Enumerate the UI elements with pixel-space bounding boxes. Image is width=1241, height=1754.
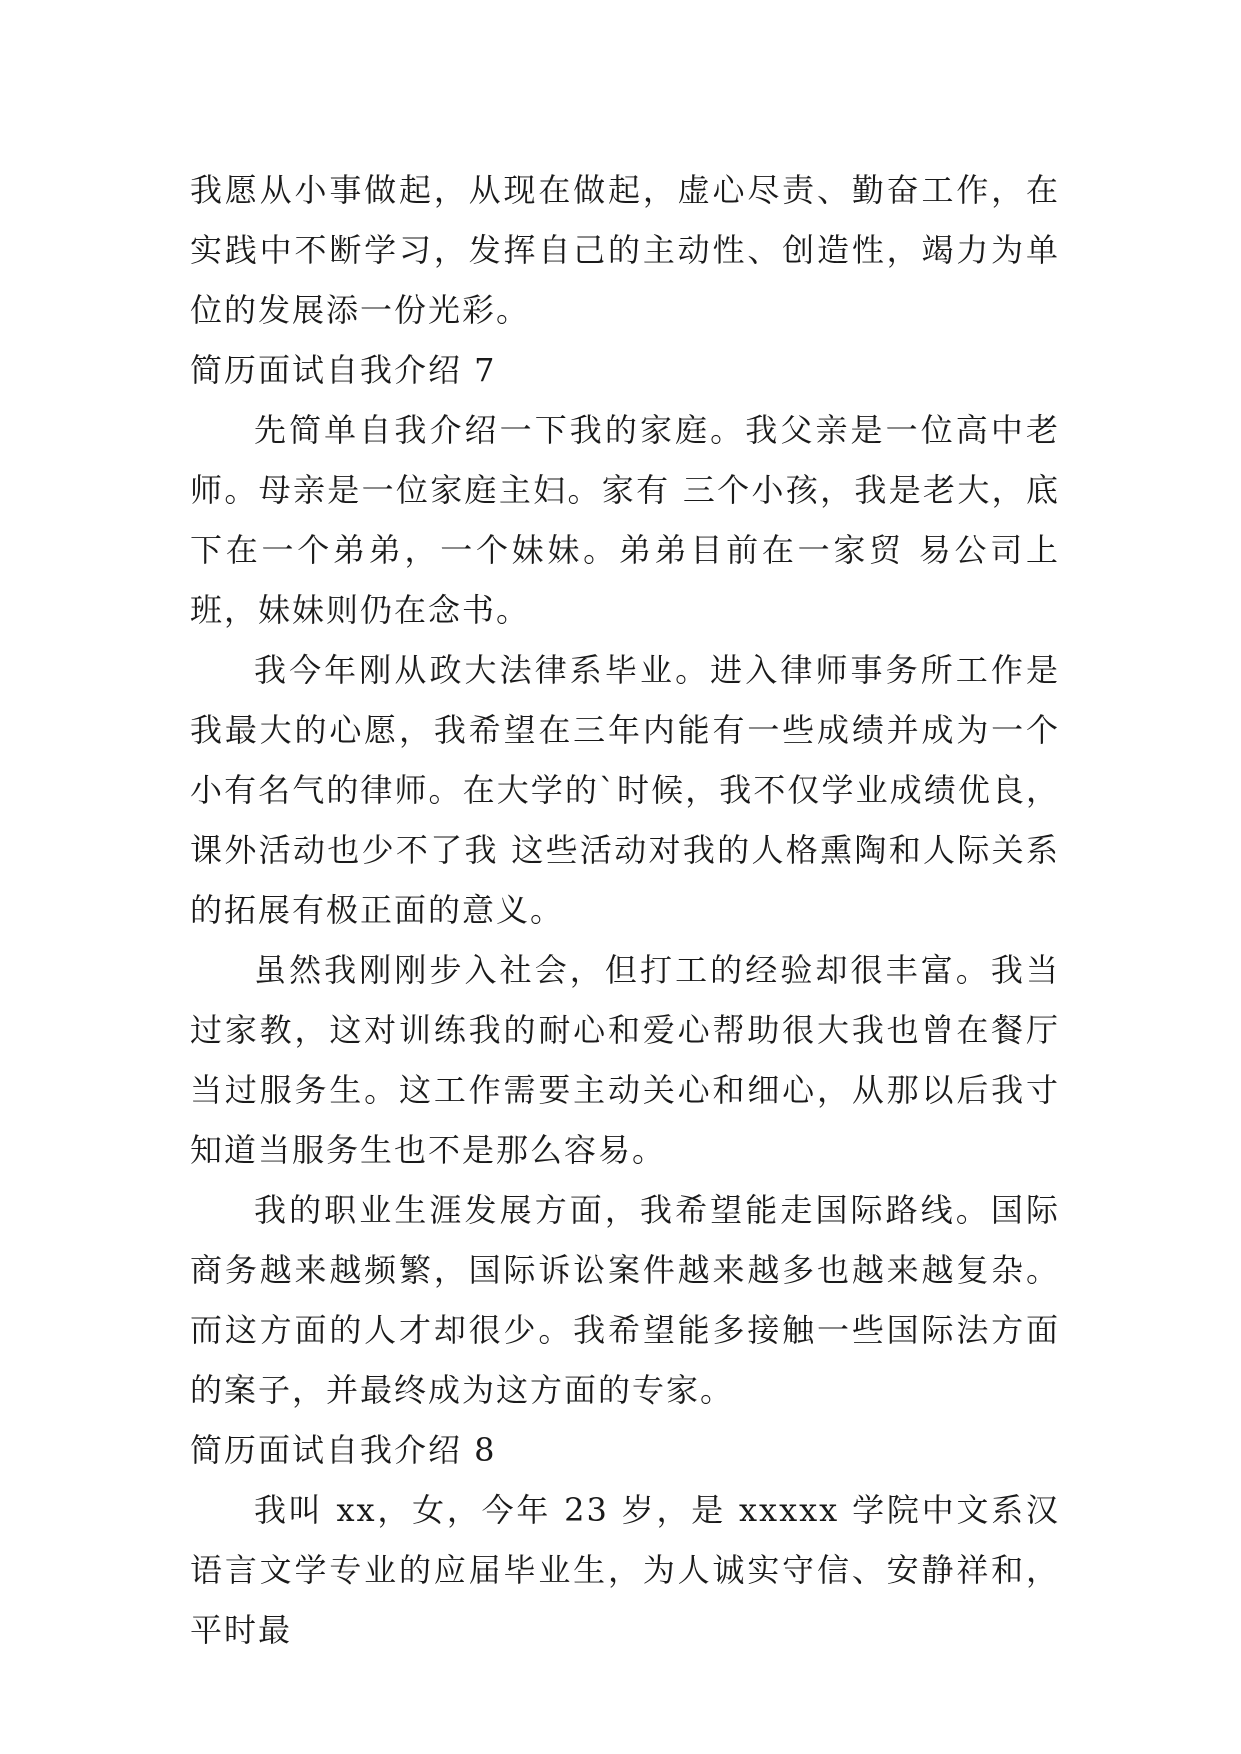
paragraph: 我叫 xx，女，今年 23 岁，是 xxxxx 学院中文系汉语言文学专业的应届毕业生，为人诚实守信、安静祥和，平时最: [190, 1491, 1060, 1649]
paragraph: 我愿从小事做起，从现在做起，虚心尽责、勤奋工作，在实践中不断学习，发挥自己的主动性、创造性，竭力为单位的发展添一份光彩。: [190, 171, 1060, 329]
paragraph: 虽然我刚刚步入社会，但打工的经验却很丰富。我当过家教，这对训练我的耐心和爱心帮助很大我也曾在餐厅当过服务生。这工作需要主动关心和细心，从那以后我寸知道当服务生也不是那么容易。: [190, 951, 1060, 1169]
paragraph: 我今年刚从政大法律系毕业。进入律师事务所工作是我最大的心愿，我希望在三年内能有一些成绩并成为一个小有名气的律师。在大学的`时候，我不仅学业成绩优良，课外活动也少不了我 这些活动对我的人格熏陶和人际关系的拓展有极正面的意义。: [190, 651, 1060, 929]
section-heading: 简历面试自我介绍 7: [190, 351, 497, 389]
section-heading: 简历面试自我介绍 8: [190, 1431, 497, 1469]
paragraph: 先简单自我介绍一下我的家庭。我父亲是一位高中老师。母亲是一位家庭主妇。家有 三个小孩，我是老大，底下在一个弟弟，一个妹妹。弟弟目前在一家贸 易公司上班，妹妹则仍在念书。: [190, 411, 1060, 629]
paragraph: 我的职业生涯发展方面，我希望能走国际路线。国际商务越来越频繁，国际诉讼案件越来越多也越来越复杂。而这方面的人才却很少。我希望能多接触一些国际法方面的案子，并最终成为这方面的专家。: [190, 1191, 1060, 1409]
document-body: [190, 160, 1060, 1660]
